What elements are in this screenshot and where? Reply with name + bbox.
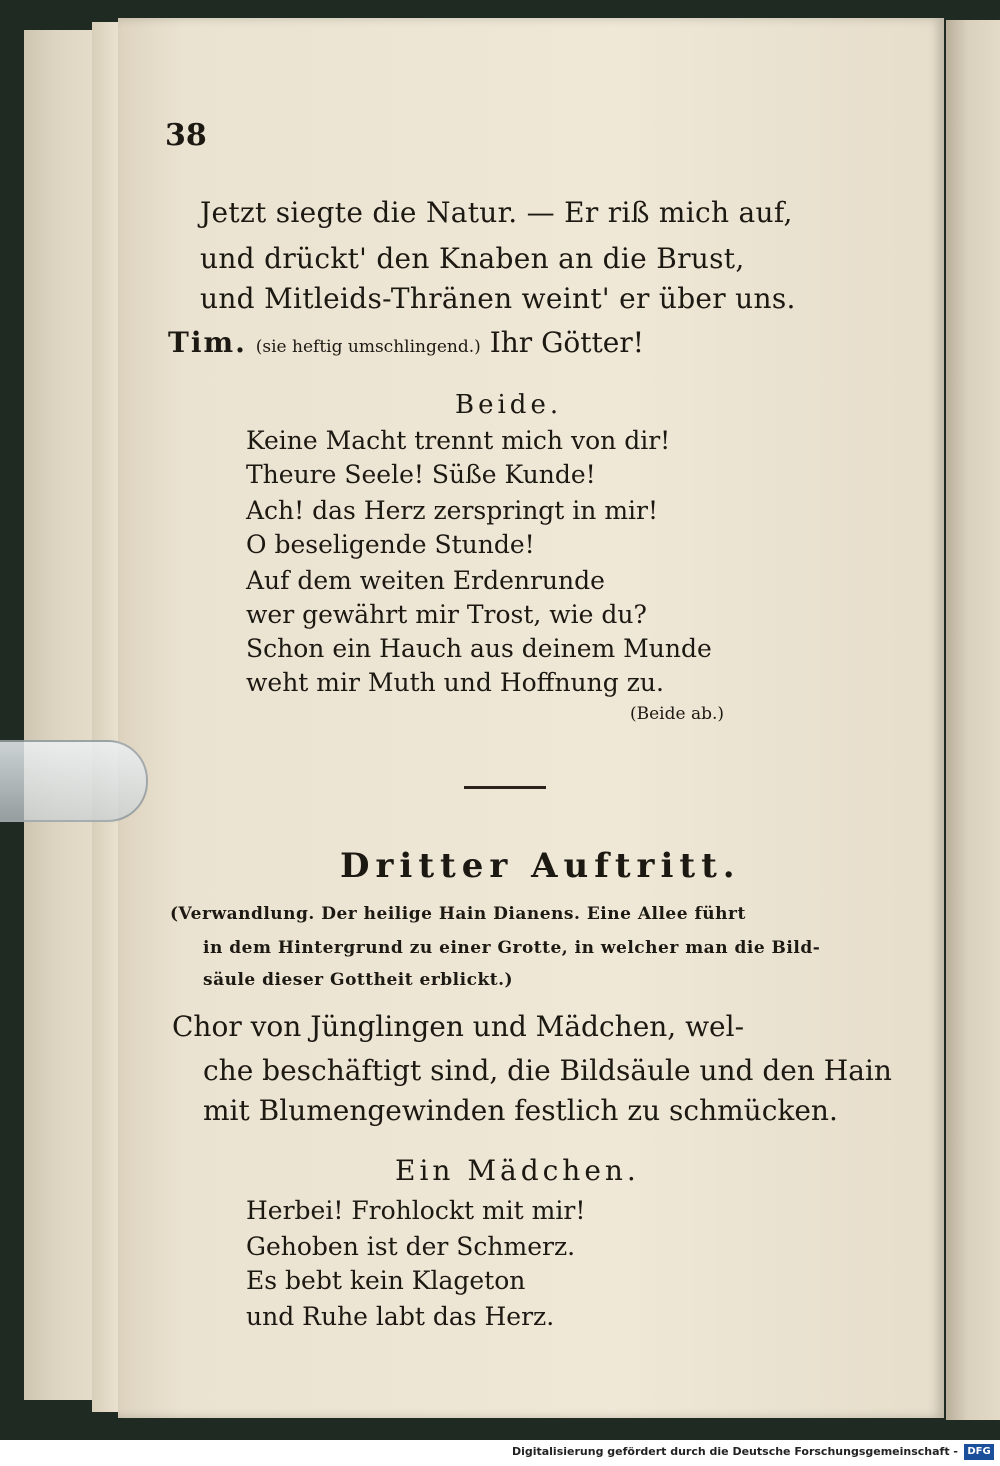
stage-direction: (sie heftig umschlingend.) [255,337,481,357]
song-line: O beseligende Stunde! [246,530,535,559]
verse-line: und drückt' den Knaben an die Brust, [200,242,745,275]
page-number: 38 [165,118,207,153]
song-line: Theure Seele! Süße Kunde! [246,460,596,489]
speaker-name: Tim. [168,326,247,359]
chorus-line: mit Blumengewinden festlich zu schmücken. [203,1094,838,1127]
song-line: Keine Macht trennt mich von dir! [246,426,671,455]
song-line: Auf dem weiten Erdenrunde [246,566,605,595]
maiden-line: Gehoben ist der Schmerz. [246,1232,576,1261]
footer-credit: Digitalisierung gefördert durch die Deutsche Forschungsgemeinschaft - [511,1445,958,1458]
song-line: Ach! das Herz zerspringt in mir! [246,496,659,525]
verse-line: Jetzt siegte die Natur. — Er riß mich auf, [200,196,793,229]
stage-direction-line: (Verwandlung. Der heilige Hain Dianens. Eine Allee führt [170,904,746,924]
exit-direction: (Beide ab.) [630,704,725,724]
facing-page-edge [946,20,1000,1420]
song-heading: Beide. [455,390,563,420]
chorus-line: Chor von Jünglingen und Mädchen, wel- [172,1010,745,1043]
song-line: Schon ein Hauch aus deinem Munde [246,634,712,663]
dfg-logo: DFG [964,1444,994,1460]
maiden-line: Herbei! Frohlockt mit mir! [246,1196,586,1225]
speech: Ihr Götter! [489,326,645,359]
speaker-line [168,326,644,359]
song-line: weht mir Muth und Hoffnung zu. [246,668,664,697]
page-clip [0,740,148,822]
maiden-line: Es bebt kein Klageton [246,1266,526,1295]
maiden-heading: Ein Mädchen. [395,1154,640,1187]
footer-bar [0,1440,1000,1466]
verse-line: und Mitleids-Thränen weint' er über uns. [200,282,796,315]
scene-title: Dritter Auftritt. [340,846,741,886]
stage-direction-line: in dem Hintergrund zu einer Grotte, in welcher man die Bild- [203,938,821,958]
maiden-line: und Ruhe labt das Herz. [246,1302,555,1331]
section-divider [464,786,546,789]
song-line: wer gewährt mir Trost, wie du? [246,600,647,629]
chorus-line: che beschäftigt sind, die Bildsäule und den Hain [203,1054,892,1087]
stage-direction-line: säule dieser Gottheit erblickt.) [203,970,514,990]
